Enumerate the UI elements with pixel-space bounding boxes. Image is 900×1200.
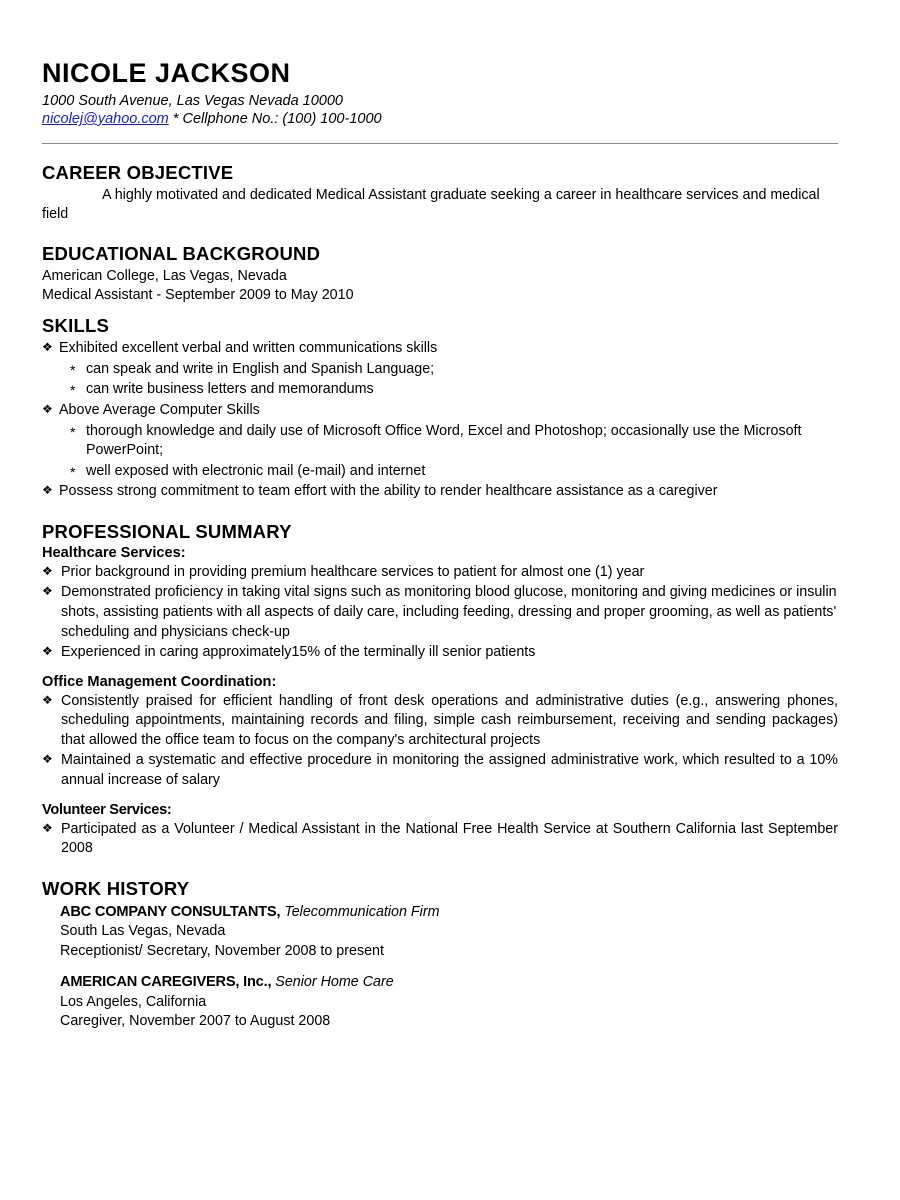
job-title-line xyxy=(60,902,838,923)
list-item: ❖ Prior background in providing premium healthcare services to patient for almost one (1) year xyxy=(42,563,838,583)
education-school: American College, Las Vegas, Nevada xyxy=(42,267,287,284)
list-item: * can speak and write in English and Spanish Language; xyxy=(42,360,838,380)
section-title-skills: SKILLS xyxy=(42,315,109,337)
job-location: South Las Vegas, Nevada xyxy=(60,923,226,940)
page-title: NICOLE JACKSON xyxy=(42,58,291,88)
list-item: * well exposed with electronic mail (e-mail) and internet xyxy=(42,462,838,482)
list-item: * thorough knowledge and daily use of Microsoft Office Word, Excel and Photoshop; occasionally use the Microsoft PowerPoint; xyxy=(42,422,838,461)
spacer xyxy=(42,225,838,243)
header-contact xyxy=(42,111,838,127)
list-item: ❖ Possess strong commitment to team effort with the ability to render healthcare assistance as a caregiver xyxy=(42,482,838,502)
subsection-heading-office-management: Office Management Coordination: xyxy=(42,673,277,690)
list-item: * can write business letters and memorandums xyxy=(42,380,838,400)
list-item: ❖ Exhibited excellent verbal and written communications skills xyxy=(42,339,838,359)
job-location: Los Angeles, California xyxy=(60,993,207,1010)
job-kind: Telecommunication Firm xyxy=(284,903,440,920)
office-management-list xyxy=(42,692,838,791)
job-kind: Senior Home Care xyxy=(275,973,394,990)
skills-list xyxy=(42,339,838,502)
spacer xyxy=(42,503,838,521)
job-company: AMERICAN CAREGIVERS, Inc., xyxy=(60,973,272,990)
email-link[interactable]: nicolej@yahoo.com xyxy=(42,111,169,127)
work-history-entry xyxy=(60,902,838,962)
spacer xyxy=(42,962,838,972)
section-title-work-history: WORK HISTORY xyxy=(42,877,190,899)
job-company: ABC COMPANY CONSULTANTS, xyxy=(60,903,281,920)
work-history-entry xyxy=(60,972,838,1032)
header-divider xyxy=(42,143,838,144)
header-address: 1000 South Avenue, Las Vegas Nevada 10000 xyxy=(42,93,343,109)
education-program: Medical Assistant - September 2009 to May 2010 xyxy=(42,286,354,303)
job-role: Caregiver, November 2007 to August 2008 xyxy=(60,1013,331,1030)
subsection-heading-healthcare: Healthcare Services: xyxy=(42,544,186,561)
section-title-professional-summary: PROFESSIONAL SUMMARY xyxy=(42,520,292,542)
list-item: ❖ Maintained a systematic and effective procedure in monitoring the assigned administrative work, which resulted to a 10% annual increase of salary xyxy=(42,751,838,790)
list-item: ❖ Above Average Computer Skills xyxy=(42,401,838,421)
list-item: ❖ Participated as a Volunteer / Medical Assistant in the National Free Health Service at Southern California last September 2008 xyxy=(42,820,838,859)
list-item: ❖ Demonstrated proficiency in taking vital signs such as monitoring blood glucose, monitoring and giving medicines or insulin shots, assisting patients with all aspects of daily care, including feeding, dressing and proper grooming, as well as patients' scheduling and physicians check-up xyxy=(42,583,838,642)
volunteer-services-list xyxy=(42,820,838,859)
subsection-heading-volunteer: Volunteer Services: xyxy=(42,801,172,818)
section-title-career-objective: CAREER OBJECTIVE xyxy=(42,162,234,183)
job-title-line xyxy=(60,972,838,993)
section-title-education: EDUCATIONAL BACKGROUND xyxy=(42,242,321,264)
job-role: Receptionist/ Secretary, November 2008 to present xyxy=(60,943,384,960)
spacer xyxy=(42,792,838,802)
career-objective-text: A highly motivated and dedicated Medical Assistant graduate seeking a career in healthcare services and medical field xyxy=(42,187,820,223)
spacer xyxy=(42,860,838,878)
spacer xyxy=(42,305,838,315)
header-phone: * Cellphone No.: (100) 100-1000 xyxy=(172,111,382,127)
healthcare-services-list xyxy=(42,563,838,663)
spacer xyxy=(42,664,838,674)
list-item: ❖ Experienced in caring approximately15% of the terminally ill senior patients xyxy=(42,643,838,663)
list-item: ❖ Consistently praised for efficient handling of front desk operations and administrative duties (e.g., answering phones, scheduling appointments, maintaining records and filing, simple cash reimbursement, receiving and sending packages) that allowed the office team to focus on the company's architectural projects xyxy=(42,692,838,751)
